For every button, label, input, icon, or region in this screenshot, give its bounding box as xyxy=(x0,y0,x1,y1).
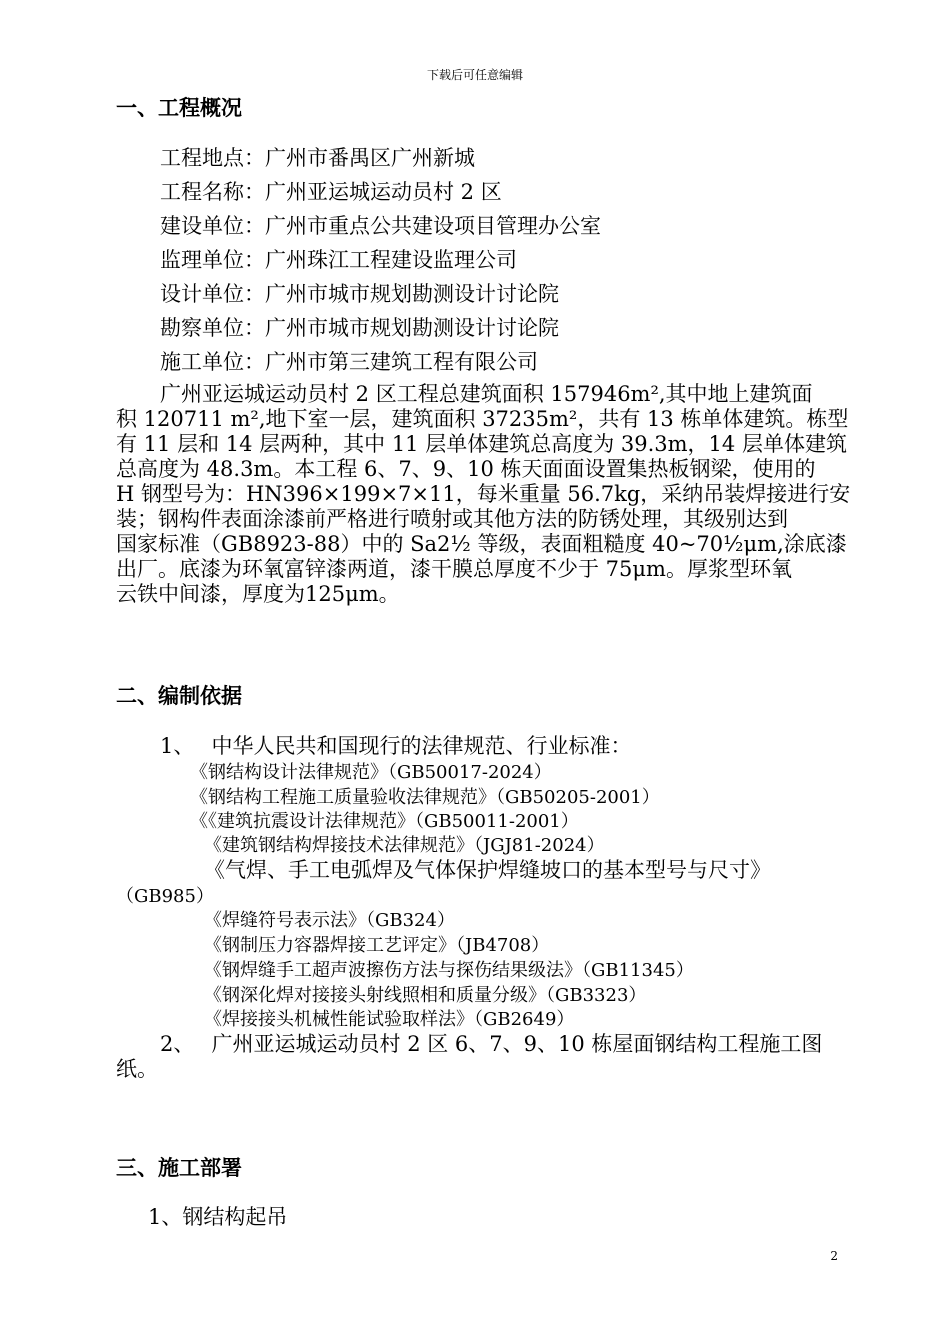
overview-paragraph-line: H 钢型号为：HN396×199×7×11，每米重量 56.7kg，采纳吊装焊接进行安 xyxy=(116,482,851,506)
overview-paragraph-line: 有 11 层和 14 层两种，其中 11 层单体建筑总高度为 39.3m，14 层单体建筑 xyxy=(116,432,847,456)
reference-standard: 《《建筑抗震设计法律规范》（GB50011-2001） xyxy=(190,811,579,832)
overview-paragraph-line: 总高度为 48.3m。本工程 6、7、9、10 栋天面面设置集热板钢梁，使用的 xyxy=(116,457,816,481)
reference-standard: 《钢制压力容器焊接工艺评定》（JB4708） xyxy=(204,935,550,956)
overview-paragraph-line: 出厂。底漆为环氧富锌漆两道，漆干膜总厚度不少于 75μm。厚浆型环氧 xyxy=(116,557,792,581)
section-title-overview: 一、工程概况 xyxy=(116,96,242,120)
overview-paragraph-line: 装；钢构件表面涂漆前严格进行喷射或其他方法的防锈处理，其级别达到 xyxy=(116,507,788,531)
info-line-supervisor: 监理单位：广州珠江工程建设监理公司 xyxy=(160,248,517,272)
overview-paragraph-line: 广州亚运城运动员村 2 区工程总建筑面积 157946m²,其中地上建筑面 xyxy=(160,382,813,406)
info-line-designer: 设计单位：广州市城市规划勘测设计讨论院 xyxy=(160,282,559,306)
reference-standard: 《钢结构工程施工质量验收法律规范》（GB50205-2001） xyxy=(190,787,660,808)
section-title-basis: 二、编制依据 xyxy=(116,684,242,708)
page-header: 下载后可任意编辑 xyxy=(426,68,523,82)
reference-standard: 《建筑钢结构焊接技术法律规范》（JGJ81-2024） xyxy=(204,835,605,856)
basis-item-2: 2、 广州亚运城运动员村 2 区 6、7、9、10 栋屋面钢结构工程施工图 xyxy=(160,1032,823,1056)
overview-paragraph-line: 国家标准（GB8923-88）中的 Sa2½ 等级，表面粗糙度 40~70½μm,涂底漆 xyxy=(116,532,847,556)
deployment-item-1: 1、钢结构起吊 xyxy=(148,1205,288,1229)
reference-standard: 《钢结构设计法律规范》（GB50017-2024） xyxy=(190,762,552,783)
info-line-surveyor: 勘察单位：广州市城市规划勘测设计讨论院 xyxy=(160,316,559,340)
reference-standard: 《钢深化焊对接接头射线照相和质量分级》（GB3323） xyxy=(204,985,647,1006)
info-line-contractor: 施工单位：广州市第三建筑工程有限公司 xyxy=(160,350,538,374)
basis-item-1: 1、 中华人民共和国现行的法律规范、行业标准： xyxy=(160,734,632,758)
reference-standard: 《气焊、手工电弧焊及气体保护焊缝坡口的基本型号与尺寸》 xyxy=(204,858,771,882)
info-line-project-name: 工程名称：广州亚运城运动员村 2 区 xyxy=(160,180,502,204)
info-line-owner: 建设单位：广州市重点公共建设项目管理办公室 xyxy=(160,214,601,238)
reference-standard: 《焊接接头机械性能试验取样法》（GB2649） xyxy=(204,1009,575,1030)
overview-paragraph-line: 云铁中间漆，厚度为125μm。 xyxy=(116,582,400,606)
section-title-deployment: 三、施工部署 xyxy=(116,1156,242,1180)
info-line-location: 工程地点：广州市番禺区广州新城 xyxy=(160,146,475,170)
reference-standard: 《焊缝符号表示法》（GB324） xyxy=(204,910,455,931)
reference-standard-continued: （GB985） xyxy=(116,886,214,907)
page-number: 2 xyxy=(830,1249,838,1263)
reference-standard: 《钢焊缝手工超声波擦伤方法与探伤结果级法》（GB11345） xyxy=(204,960,694,981)
basis-item-2-continued: 纸。 xyxy=(116,1057,158,1081)
overview-paragraph-line: 积 120711 m²,地下室一层，建筑面积 37235m²，共有 13 栋单体建筑。栋型 xyxy=(116,407,849,431)
